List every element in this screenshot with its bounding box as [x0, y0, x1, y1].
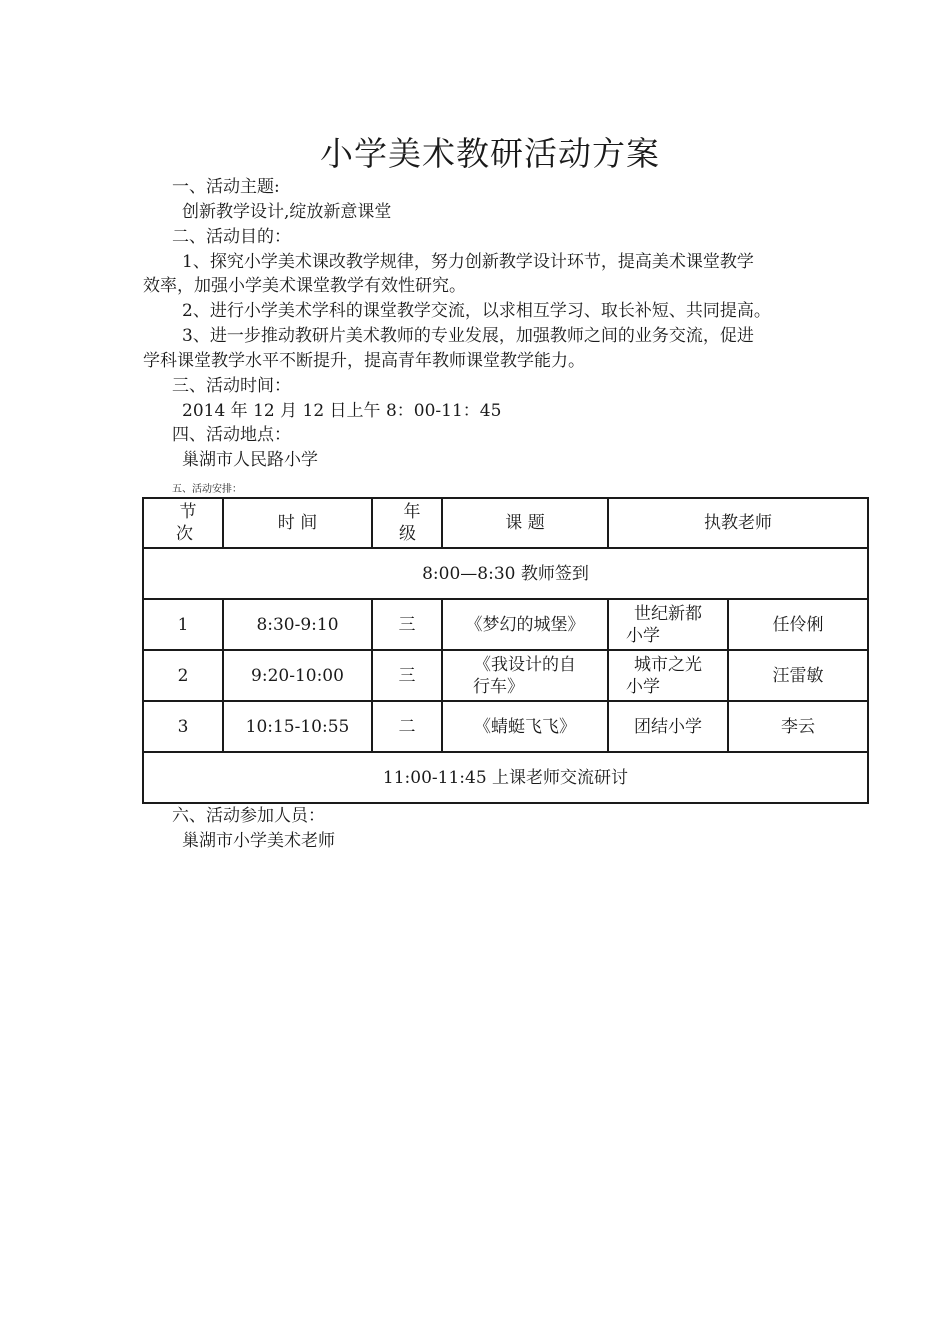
row-2-school — [608, 650, 728, 701]
row-2-period: 2 — [143, 650, 223, 701]
purpose-heading: 二、活动目的： — [172, 227, 291, 247]
closing-row — [143, 752, 868, 803]
row-2-school-line-2: 小学 — [626, 676, 660, 697]
time-heading: 三、活动时间： — [172, 376, 291, 396]
place-text: 巢湖市人民路小学 — [182, 450, 318, 470]
theme-text: 创新教学设计,绽放新意课堂 — [182, 202, 392, 222]
table-row — [143, 599, 868, 650]
header-time: 时 间 — [223, 498, 372, 548]
row-2-topic-line-1: 《我设计的自 — [474, 654, 576, 675]
row-3-time: 10:15-10:55 — [223, 701, 372, 752]
table-row — [143, 701, 868, 752]
purpose-item-3-line-1: 3、进一步推动教研片美术教师的专业发展，加强教师之间的业务交流，促进 — [182, 326, 754, 346]
document-title: 小学美术教研活动方案 — [320, 134, 660, 173]
row-2-time: 9:20-10:00 — [223, 650, 372, 701]
closing-cell: 11:00-11:45 上课老师交流研讨 — [143, 752, 868, 803]
header-period-line-1: 节 — [179, 502, 197, 522]
header-period — [143, 498, 223, 548]
row-1-topic-line-1: 《梦幻的城堡》 — [465, 614, 585, 635]
place-heading: 四、活动地点： — [172, 425, 291, 445]
row-1-teacher: 任伶俐 — [728, 599, 868, 650]
row-3-period: 3 — [143, 701, 223, 752]
people-text: 巢湖市小学美术老师 — [182, 831, 335, 851]
theme-heading: 一、活动主题: — [172, 177, 280, 197]
purpose-item-1-line-2: 效率，加强小学美术课堂教学有效性研究。 — [143, 276, 466, 296]
signin-row — [143, 548, 868, 599]
header-grade — [372, 498, 442, 548]
row-1-grade: 三 — [372, 599, 442, 650]
row-2-teacher: 汪雷敏 — [728, 650, 868, 701]
row-3-school: 团结小学 — [608, 701, 728, 752]
header-topic: 课 题 — [442, 498, 608, 548]
row-1-time: 8:30-9:10 — [223, 599, 372, 650]
time-text: 2014 年 12 月 12 日上午 8：00-11：45 — [182, 401, 502, 421]
signin-cell: 8:00—8:30 教师签到 — [143, 548, 868, 599]
header-grade-line-1: 年 — [403, 502, 421, 522]
row-1-school-line-1: 世纪新都 — [634, 603, 702, 624]
row-2-school-line-1: 城市之光 — [634, 654, 702, 675]
arrange-heading: 五、活动安排： — [172, 484, 242, 495]
schedule-table — [142, 497, 869, 804]
purpose-item-2: 2、进行小学美术学科的课堂教学交流，以求相互学习、取长补短、共同提高。 — [182, 301, 771, 321]
row-2-topic-line-2: 行车》 — [473, 676, 524, 697]
row-1-school-line-2: 小学 — [626, 625, 660, 646]
header-period-line-2: 次 — [176, 524, 193, 544]
purpose-item-3-line-2: 学科课堂教学水平不断提升，提高青年教师课堂教学能力。 — [143, 351, 585, 371]
row-1-school — [608, 599, 728, 650]
row-2-grade: 三 — [372, 650, 442, 701]
people-heading: 六、活动参加人员： — [172, 806, 325, 826]
row-1-period: 1 — [143, 599, 223, 650]
table-header-row — [143, 498, 868, 548]
row-3-topic: 《蜻蜓飞飞》 — [442, 701, 608, 752]
row-1-topic — [442, 599, 608, 650]
table-row — [143, 650, 868, 701]
row-3-teacher: 李云 — [728, 701, 868, 752]
purpose-item-1-line-1: 1、探究小学美术课改教学规律，努力创新教学设计环节，提高美术课堂教学 — [182, 252, 754, 272]
row-2-topic — [442, 650, 608, 701]
header-grade-line-2: 级 — [399, 524, 416, 544]
header-teacher: 执教老师 — [608, 498, 868, 548]
row-3-grade: 二 — [372, 701, 442, 752]
